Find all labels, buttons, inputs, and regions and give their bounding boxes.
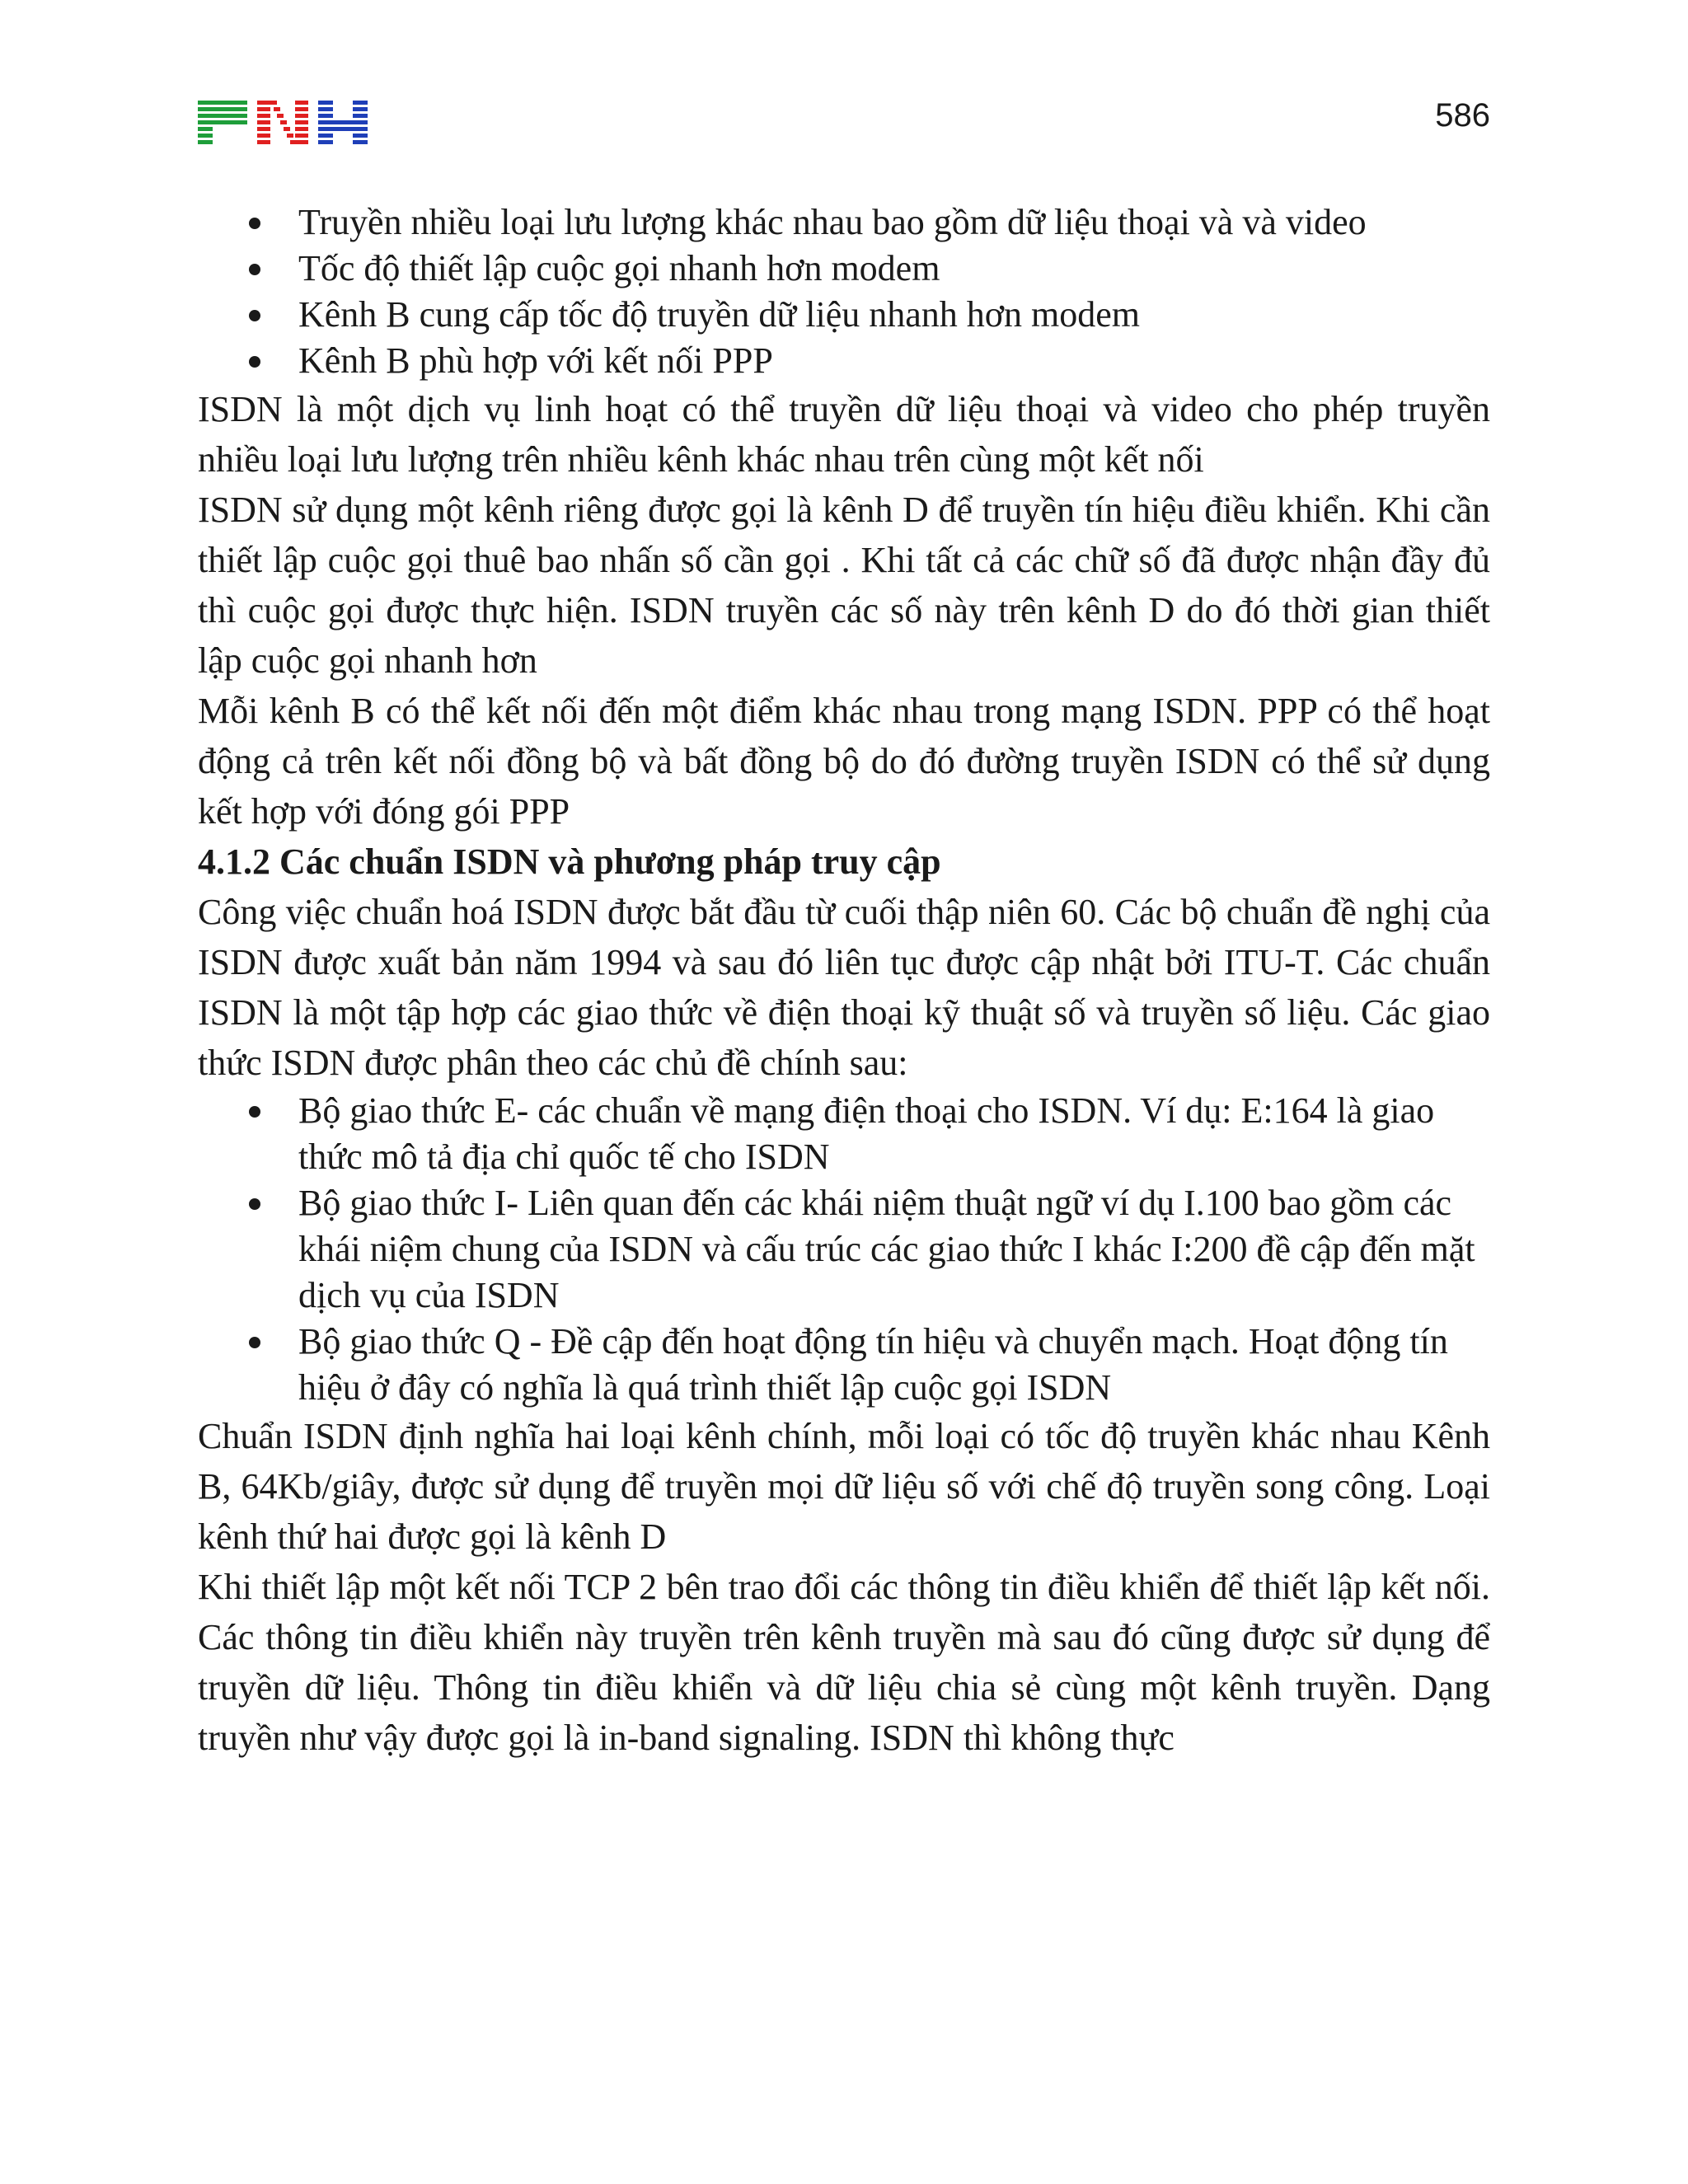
page-number: 586 [1435, 97, 1490, 134]
bullet-item: Kênh B cung cấp tốc độ truyền dữ liệu nhanh hơn modem [198, 292, 1490, 338]
page-header [0, 0, 1688, 165]
paragraph-b-channel-ppp: Mỗi kênh B có thể kết nối đến một điểm khác nhau trong mạng ISDN. PPP có thể hoạt động cả trên kết nối đồng bộ và bất đồng bộ do đó đường truyền ISDN có thể sử dụng kết hợp với đóng gói PPP [198, 691, 1490, 832]
feature-bullet-list [198, 199, 1490, 384]
paragraph-standards-intro: Công việc chuẩn hoá ISDN được bắt đầu từ cuối thập niên 60. Các bộ chuẩn đề nghị của ISDN được xuất bản năm 1994 và sau đó liên tục được cập nhật bởi ITU-T. Các chuẩn ISDN là một tập hợp các giao thức về điện thoại kỹ thuật số và truyền số liệu. Các giao thức ISDN được phân theo các chủ đề chính sau: [198, 892, 1490, 1083]
bullet-item: Bộ giao thức E- các chuẩn về mạng điện thoại cho ISDN. Ví dụ: E:164 là giao thức mô tả địa chỉ quốc tế cho ISDN [198, 1088, 1490, 1180]
paragraph-d-channel: ISDN sử dụng một kênh riêng được gọi là kênh D để truyền tín hiệu điều khiển. Khi cần thiết lập cuộc gọi thuê bao nhấn số cần gọi . Khi tất cả các chữ số đã được nhận đầy đủ thì cuộc gọi được thực hiện. ISDN truyền các số này trên kênh D do đó thời gian thiết lập cuộc gọi nhanh hơn [198, 490, 1490, 681]
protocol-bullet-list [198, 1088, 1490, 1411]
bullet-item: Bộ giao thức Q - Đề cập đến hoạt động tín hiệu và chuyển mạch. Hoạt động tín hiệu ở đây có nghĩa là quá trình thiết lập cuộc gọi ISDN [198, 1319, 1490, 1411]
paragraph-in-band-signaling: Khi thiết lập một kết nối TCP 2 bên trao đổi các thông tin điều khiển để thiết lập kết nối. Các thông tin điều khiển này truyền trên kênh truyền mà sau đó cũng được sử dụng để truyền dữ liệu. Thông tin điều khiển và dữ liệu chia sẻ cùng một kênh truyền. Dạng truyền như vậy được gọi là in-band signaling. ISDN thì không thực [198, 1567, 1490, 1758]
bullet-item: Bộ giao thức I- Liên quan đến các khái niệm thuật ngữ ví dụ I.100 bao gồm các khái niệm chung của ISDN và cấu trúc các giao thức I khác I:200 đề cập đến mặt dịch vụ của ISDN [198, 1180, 1490, 1319]
paragraph-isdn-flexible: ISDN là một dịch vụ linh hoạt có thể truyền dữ liệu thoại và video cho phép truyền nhiều loại lưu lượng trên nhiều kênh khác nhau trên cùng một kết nối [198, 389, 1490, 480]
bullet-item: Kênh B phù hợp với kết nối PPP [198, 338, 1490, 384]
section-heading: 4.1.2 Các chuẩn ISDN và phương pháp truy cập [198, 841, 941, 882]
page-content [198, 199, 1490, 1763]
bullet-item: Tốc độ thiết lập cuộc gọi nhanh hơn modem [198, 246, 1490, 292]
paragraph-channel-types: Chuẩn ISDN định nghĩa hai loại kênh chính, mỗi loại có tốc độ truyền khác nhau Kênh B, 64Kb/giây, được sử dụng để truyền mọi dữ liệu số với chế độ truyền song công. Loại kênh thứ hai được gọi là kênh D [198, 1416, 1490, 1557]
bullet-item: Truyền nhiều loại lưu lượng khác nhau bao gồm dữ liệu thoại và và video [198, 199, 1490, 246]
pnh-logo [198, 101, 368, 147]
